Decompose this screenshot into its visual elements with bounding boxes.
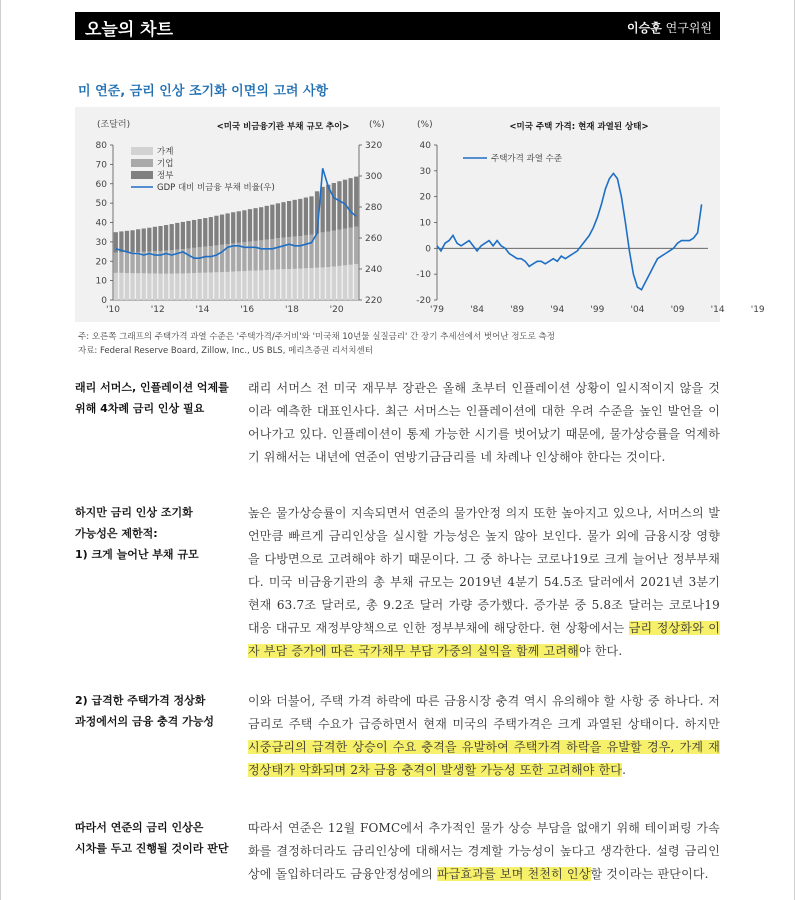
bar-household [337, 266, 341, 300]
right-y-tick: 0 [425, 244, 431, 255]
bar-household [281, 269, 285, 300]
left-y2-tick: 320 [365, 141, 383, 151]
bar-corporate [270, 239, 274, 270]
left-y-tick: 80 [95, 141, 107, 151]
section-body-text: 따라서 연준은 12월 FOMC에서 추가적인 물가 상승 부담을 없애기 위해 테이퍼링 가속화를 결정하더라도 금리인상에 대해서는 경계할 가능성이 높다고 생각한다. 설령 금리인상에 돌입하더라도 금융안정성에의 [248, 821, 720, 881]
bar-corporate [231, 243, 235, 271]
section-body [248, 377, 720, 469]
bar-government [337, 181, 341, 229]
left-y2-unit: (%) [369, 120, 385, 130]
bar-corporate [114, 253, 118, 273]
section-body [248, 502, 720, 663]
bar-household [153, 273, 157, 300]
bar-corporate [203, 247, 207, 273]
left-y2-tick: 240 [365, 265, 383, 275]
bar-household [326, 267, 330, 300]
bar-government [332, 183, 336, 231]
bar-household [348, 265, 352, 300]
right-x-tick: '89 [510, 305, 525, 315]
section-body-tail: . [622, 763, 627, 777]
left-y-tick: 30 [95, 237, 107, 248]
bar-government [147, 228, 151, 252]
right-x-tick: '79 [430, 305, 444, 315]
bar-government [265, 206, 269, 240]
bar-government [276, 203, 280, 238]
bar-government [281, 202, 285, 237]
bar-household [304, 268, 308, 300]
section-body-text: 래리 서머스 전 미국 재무부 장관은 올해 초부터 인플레이션 상황이 일시적이지 않을 것이라 예측한 대표인사다. 최근 서머스는 인플레이션에 대한 우려 수준을 높인 발언을 이어나가고 있다. 인플레이션이 통제 가능한 시기를 벗어났기 때문에, 물가상승률을 억제하기 위해서는 내년에 연준이 연방기금금리를 네 차례나 인상해야 한다는 것이다. [248, 381, 720, 464]
bar-household [170, 274, 174, 300]
section-body-text: 이와 더불어, 주택 가격 하락에 따른 금융시장 충격 역시 유의해야 할 사항 중 하나다. 저금리로 주택 수요가 급증하면서 현재 미국의 주택가격은 크게 과열된 상태이다. 하지만 [248, 694, 720, 731]
right-y-tick: 40 [419, 141, 431, 151]
bar-government [153, 227, 157, 251]
bar-government [248, 209, 252, 241]
chart-panel [75, 107, 765, 322]
bar-household [321, 267, 325, 300]
bar-government [225, 213, 229, 244]
right-chart-title: <미국 주택 가격: 현재 과열된 상태> [509, 122, 649, 132]
bar-corporate [220, 245, 224, 272]
left-y2-tick: 300 [365, 172, 383, 182]
bar-household [203, 273, 207, 300]
bar-household [225, 272, 229, 300]
bar-government [293, 200, 297, 237]
section-body [248, 690, 720, 782]
bar-government [192, 220, 196, 248]
bar-government [158, 226, 162, 251]
bar-corporate [253, 241, 257, 271]
bar-corporate [237, 243, 241, 271]
bar-household [192, 273, 196, 300]
bar-household [332, 266, 336, 300]
right-y-tick: 20 [419, 192, 431, 203]
section-heading [75, 502, 235, 565]
bar-household [186, 273, 190, 300]
left-y-tick: 70 [95, 160, 107, 171]
author-role: 연구위원 [665, 21, 712, 35]
right-y-tick: -20 [416, 296, 431, 306]
bar-government [354, 177, 358, 227]
bar-corporate [293, 236, 297, 268]
bar-household [242, 271, 246, 300]
section-heading-line: 래리 서머스, 인플레이션 억제를 [75, 381, 229, 394]
bar-household [276, 269, 280, 300]
bar-government [209, 217, 213, 246]
left-x-tick: '10 [106, 305, 120, 315]
bar-government [287, 201, 291, 237]
bar-household [142, 273, 146, 300]
bar-corporate [248, 241, 252, 270]
highlighted-text: 시중금리의 급격한 상승이 수요 충격을 유발하여 주택가격 하락을 유발할 경우, 가계 재정상태가 악화되며 2차 금융 충격이 발생할 가능성 또한 고려해야 한다 [248, 740, 720, 777]
highlighted-text: 파급효과를 보며 천천히 인상 [436, 867, 591, 881]
legend-label: 정부 [157, 171, 174, 181]
section-heading-line: 시차를 두고 진행될 것이라 판단 [75, 842, 229, 855]
bar-household [119, 273, 123, 300]
bar-household [181, 273, 185, 300]
bar-government [220, 215, 224, 245]
bar-household [354, 264, 358, 300]
section-heading [75, 817, 235, 859]
bar-corporate [147, 252, 151, 274]
section-heading-line: 따라서 연준의 금리 인상은 [75, 821, 204, 834]
bar-household [125, 273, 129, 300]
bar-corporate [315, 234, 319, 268]
bar-household [248, 271, 252, 300]
bar-household [130, 273, 134, 300]
bar-government [270, 205, 274, 239]
left-x-tick: '12 [150, 305, 165, 315]
bar-corporate [170, 250, 174, 273]
bar-government [198, 219, 202, 247]
bar-corporate [298, 236, 302, 269]
report-title: 미 연준, 금리 인상 조기화 이면의 고려 사항 [78, 84, 329, 99]
left-y2-tick: 260 [365, 234, 383, 244]
left-y-tick: 0 [101, 296, 107, 306]
bar-household [114, 273, 118, 300]
bar-corporate [332, 231, 336, 267]
bar-household [270, 270, 274, 300]
bar-corporate [287, 237, 291, 269]
left-chart-title: <미국 비금융기관 부채 규모 추이> [216, 122, 350, 132]
bar-government [186, 221, 190, 249]
bar-government [231, 212, 235, 243]
bar-household [343, 265, 347, 300]
bar-corporate [281, 238, 285, 270]
right-y-unit: (%) [417, 120, 433, 130]
chart-notes [78, 330, 555, 358]
bar-government [304, 198, 308, 236]
section-heading-line: 가능성은 제한적: [75, 527, 158, 540]
legend-label: 주택가격 과열 수준 [491, 154, 563, 164]
bar-corporate [125, 252, 129, 273]
bar-government [237, 211, 241, 243]
bar-government [309, 196, 313, 234]
bar-household [259, 270, 263, 300]
bar-household [265, 270, 269, 300]
bar-household [214, 272, 218, 300]
bar-government [259, 207, 263, 240]
bar-household [147, 273, 151, 300]
right-x-tick: '19 [750, 305, 765, 315]
bar-household [175, 273, 179, 300]
left-y-tick: 20 [95, 257, 107, 268]
bar-corporate [343, 229, 347, 266]
bar-government [170, 224, 174, 250]
bar-corporate [192, 248, 196, 273]
bar-government [203, 218, 207, 247]
bar-government [142, 229, 146, 252]
bar-government [125, 231, 129, 253]
header-author [627, 19, 712, 36]
header-title: 오늘의 차트 [85, 20, 174, 40]
bar-government [348, 178, 352, 228]
chart-footnote: 주: 오른쪽 그래프의 주택가격 과열 수준은 '주택가격/주거비'와 '미국채 10년물 실질금리' 간 장기 추세선에서 벗어난 정도로 측정 [78, 332, 555, 342]
left-y-tick: 10 [95, 276, 107, 287]
legend-swatch [131, 171, 153, 179]
left-y-tick: 40 [95, 218, 107, 229]
section-heading-line: 과정에서의 금융 충격 가능성 [75, 715, 214, 728]
bar-household [209, 272, 213, 300]
section-heading-line: 1) 크게 늘어난 부채 규모 [75, 548, 199, 561]
bar-corporate [209, 246, 213, 272]
section-body-tail: 야 한다. [578, 644, 623, 658]
right-x-tick: '04 [630, 305, 645, 315]
bar-corporate [348, 228, 352, 265]
bar-corporate [119, 252, 123, 273]
bar-household [298, 269, 302, 300]
left-y-unit: (조달러) [97, 120, 131, 130]
bar-household [293, 269, 297, 300]
bar-household [198, 273, 202, 300]
bar-household [237, 271, 241, 300]
right-y-tick: 10 [419, 218, 431, 229]
bar-household [231, 272, 235, 300]
bar-corporate [276, 238, 280, 269]
right-x-tick: '94 [550, 305, 565, 315]
bar-corporate [265, 240, 269, 270]
left-x-tick: '16 [240, 305, 255, 315]
bar-corporate [337, 230, 341, 266]
header-bar [75, 12, 720, 40]
legend-swatch [131, 147, 153, 155]
left-y2-tick: 280 [365, 203, 383, 213]
left-x-tick: '14 [195, 305, 210, 315]
legend-label: GDP 대비 비금융 부채 비율(우) [157, 183, 275, 193]
bar-corporate [214, 245, 218, 272]
bar-corporate [326, 232, 330, 267]
bar-government [253, 208, 257, 241]
left-y2-tick: 220 [365, 296, 383, 306]
highlighted-text: 금리 정상화와 이자 부담 증가에 따른 국가채무 부담 가중의 실익을 함께 고려해 [248, 621, 721, 658]
section-heading-line: 2) 급격한 주택가격 정상화 [75, 694, 206, 707]
bar-household [220, 272, 224, 300]
bar-household [158, 274, 162, 300]
bar-corporate [321, 232, 325, 267]
charts-svg [75, 107, 765, 322]
right-x-tick: '99 [590, 305, 605, 315]
bar-corporate [259, 240, 263, 270]
legend-label: 기업 [157, 159, 174, 169]
left-y-tick: 60 [95, 179, 107, 190]
legend-swatch [131, 159, 153, 167]
section-body-text: 높은 물가상승률이 지속되면서 연준의 물가안정 의지 또한 높아지고 있으나, 서머스의 발언만큼 빠르게 금리인상을 실시할 가능성은 높지 않아 보인다. 물가 외에 금융시장 영향을 다방면으로 고려해야 하기 때문이다. 그 중 하나는 코로나19로 크게 늘어난 정부부채다. 미국 비금융기관의 총 부채 규모는 2019년 4분기 54.5조 달러에서 2021년 3분기 현재 63.7조 달러로, 총 9.2조 달러 가량 증가했다. 증가분 중 5.8조 달러는 코로나19 대응 대규모 재정부양책으로 인한 정부부채에 해당한다. 현 상황에서는 [248, 506, 720, 635]
author-name: 이승훈 [627, 21, 662, 35]
bar-government [175, 223, 179, 250]
bar-corporate [186, 248, 190, 273]
housing-overheat-line [437, 173, 702, 289]
bar-household [287, 269, 291, 300]
bar-corporate [136, 252, 140, 273]
bar-government [298, 199, 302, 236]
bar-government [214, 216, 218, 246]
right-y-tick: -10 [416, 270, 431, 281]
bar-government [136, 229, 140, 252]
section-heading [75, 690, 235, 732]
debt-ratio-line [116, 168, 356, 258]
bar-government [242, 210, 246, 242]
left-y-tick: 50 [95, 199, 107, 210]
right-y-tick: 30 [419, 166, 431, 177]
bar-corporate [130, 252, 134, 273]
bar-household [315, 268, 319, 300]
left-x-tick: '20 [329, 305, 344, 315]
section-body [248, 817, 720, 886]
left-x-tick: '18 [284, 305, 299, 315]
bar-corporate [354, 227, 358, 264]
right-x-tick: '14 [710, 305, 725, 315]
section-body-tail: 할 것이라는 판단이다. [590, 867, 709, 881]
bar-household [309, 268, 313, 300]
bar-government [326, 185, 330, 232]
bar-household [253, 271, 257, 300]
bar-household [136, 273, 140, 300]
section-heading [75, 377, 235, 419]
bar-corporate [304, 235, 308, 268]
bar-government [181, 222, 185, 249]
chart-source: 자료: Federal Reserve Board, Zillow, Inc., US BLS, 메리츠증권 리서치센터 [78, 346, 373, 356]
bar-government [164, 225, 168, 251]
right-x-tick: '09 [670, 305, 685, 315]
bar-corporate [198, 247, 202, 273]
legend-label: 가계 [157, 147, 174, 157]
bar-household [164, 274, 168, 300]
bar-government [130, 230, 134, 252]
section-heading-line: 위해 4차례 금리 인상 필요 [75, 402, 205, 415]
section-heading-line: 하지만 금리 인상 조기화 [75, 506, 193, 519]
right-x-tick: '84 [470, 305, 485, 315]
